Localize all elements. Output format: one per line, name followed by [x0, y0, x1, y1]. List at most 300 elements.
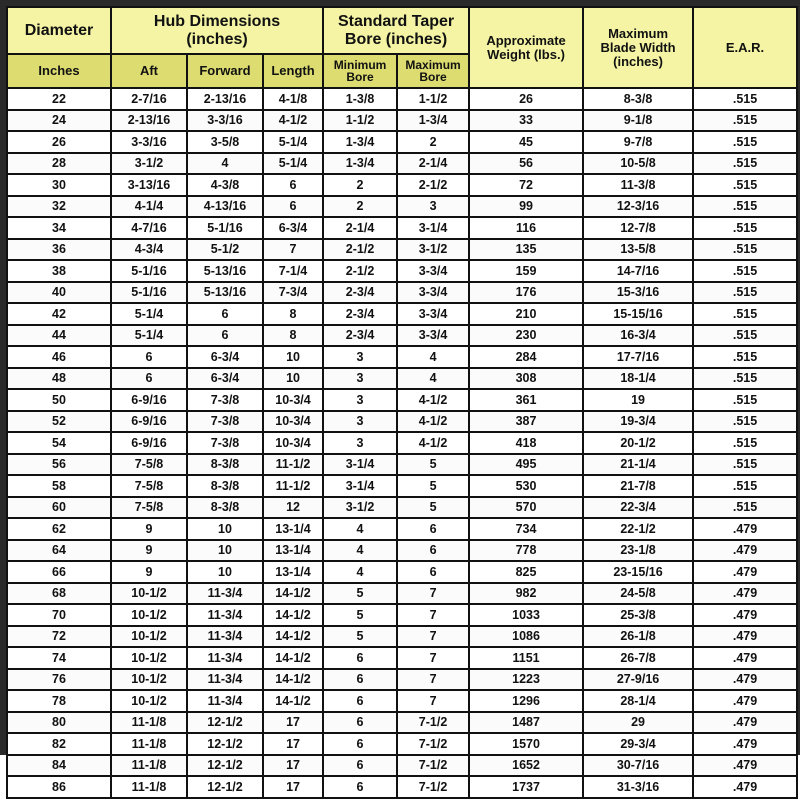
cell-aft: 7-5/8: [111, 497, 187, 519]
cell-maximum-blade-width: 12-3/16: [583, 196, 693, 218]
cell-ear: .515: [693, 411, 797, 433]
cell-maximum-bore: 5: [397, 454, 469, 476]
cell-maximum-blade-width: 31-3/16: [583, 776, 693, 798]
cell-forward: 2-13/16: [187, 88, 263, 110]
cell-forward: 6-3/4: [187, 346, 263, 368]
cell-minimum-bore: 2-3/4: [323, 325, 397, 347]
table-row: [7, 196, 797, 218]
cell-minimum-bore: 2-1/2: [323, 260, 397, 282]
cell-maximum-bore: 3-1/4: [397, 217, 469, 239]
cell-aft: 2-7/16: [111, 88, 187, 110]
cell-aft: 2-13/16: [111, 110, 187, 132]
table-row: [7, 712, 797, 734]
cell-minimum-bore: 6: [323, 669, 397, 691]
cell-approximate-weight: 72: [469, 174, 583, 196]
table-row: [7, 303, 797, 325]
cell-minimum-bore: 6: [323, 776, 397, 798]
cell-maximum-bore: 3-3/4: [397, 303, 469, 325]
cell-ear: .515: [693, 282, 797, 304]
cell-diameter: 78: [7, 690, 111, 712]
cell-aft: 6-9/16: [111, 432, 187, 454]
cell-length: 4-1/8: [263, 88, 323, 110]
cell-maximum-blade-width: 24-5/8: [583, 583, 693, 605]
cell-minimum-bore: 3-1/4: [323, 454, 397, 476]
cell-maximum-blade-width: 29: [583, 712, 693, 734]
cell-diameter: 34: [7, 217, 111, 239]
cell-diameter: 66: [7, 561, 111, 583]
cell-approximate-weight: 308: [469, 368, 583, 390]
cell-approximate-weight: 99: [469, 196, 583, 218]
cell-length: 11-1/2: [263, 475, 323, 497]
cell-ear: .479: [693, 583, 797, 605]
cell-maximum-blade-width: 21-7/8: [583, 475, 693, 497]
cell-minimum-bore: 2-1/4: [323, 217, 397, 239]
cell-diameter: 82: [7, 733, 111, 755]
cell-ear: .479: [693, 647, 797, 669]
cell-forward: 4: [187, 153, 263, 175]
cell-length: 11-1/2: [263, 454, 323, 476]
cell-maximum-bore: 7-1/2: [397, 712, 469, 734]
cell-forward: 6: [187, 325, 263, 347]
cell-maximum-bore: 2-1/2: [397, 174, 469, 196]
cell-length: 10-3/4: [263, 432, 323, 454]
cell-maximum-blade-width: 11-3/8: [583, 174, 693, 196]
cell-diameter: 30: [7, 174, 111, 196]
cell-maximum-blade-width: 9-7/8: [583, 131, 693, 153]
cell-minimum-bore: 5: [323, 626, 397, 648]
cell-minimum-bore: 3-1/2: [323, 497, 397, 519]
cell-forward: 8-3/8: [187, 497, 263, 519]
cell-length: 7-1/4: [263, 260, 323, 282]
cell-forward: 6-3/4: [187, 368, 263, 390]
cell-aft: 9: [111, 561, 187, 583]
cell-diameter: 38: [7, 260, 111, 282]
table-row: [7, 669, 797, 691]
cell-forward: 11-3/4: [187, 604, 263, 626]
cell-aft: 11-1/8: [111, 755, 187, 777]
cell-forward: 5-1/16: [187, 217, 263, 239]
cell-diameter: 70: [7, 604, 111, 626]
cell-ear: .515: [693, 475, 797, 497]
cell-forward: 11-3/4: [187, 583, 263, 605]
cell-diameter: 84: [7, 755, 111, 777]
cell-diameter: 36: [7, 239, 111, 261]
table-body: [7, 88, 797, 798]
table-row: [7, 174, 797, 196]
cell-diameter: 24: [7, 110, 111, 132]
cell-minimum-bore: 2-3/4: [323, 282, 397, 304]
cell-maximum-bore: 2-1/4: [397, 153, 469, 175]
cell-aft: 10-1/2: [111, 690, 187, 712]
cell-maximum-blade-width: 8-3/8: [583, 88, 693, 110]
cell-aft: 6-9/16: [111, 389, 187, 411]
cell-ear: .479: [693, 690, 797, 712]
table-row: [7, 583, 797, 605]
cell-maximum-bore: 6: [397, 561, 469, 583]
cell-maximum-blade-width: 14-7/16: [583, 260, 693, 282]
cell-diameter: 40: [7, 282, 111, 304]
cell-minimum-bore: 3-1/4: [323, 475, 397, 497]
cell-forward: 7-3/8: [187, 389, 263, 411]
cell-length: 6: [263, 174, 323, 196]
cell-maximum-blade-width: 20-1/2: [583, 432, 693, 454]
cell-forward: 5-13/16: [187, 260, 263, 282]
cell-aft: 9: [111, 518, 187, 540]
cell-forward: 4-3/8: [187, 174, 263, 196]
cell-maximum-blade-width: 21-1/4: [583, 454, 693, 476]
cell-length: 7-3/4: [263, 282, 323, 304]
cell-maximum-bore: 4-1/2: [397, 432, 469, 454]
table-row: [7, 604, 797, 626]
cell-ear: .479: [693, 755, 797, 777]
cell-approximate-weight: 176: [469, 282, 583, 304]
cell-aft: 10-1/2: [111, 669, 187, 691]
cell-ear: .479: [693, 626, 797, 648]
cell-diameter: 32: [7, 196, 111, 218]
cell-approximate-weight: 1086: [469, 626, 583, 648]
cell-minimum-bore: 4: [323, 518, 397, 540]
cell-forward: 12-1/2: [187, 776, 263, 798]
cell-maximum-bore: 7-1/2: [397, 776, 469, 798]
table-row: [7, 540, 797, 562]
header-inches: Inches: [7, 54, 111, 88]
header-length: Length: [263, 54, 323, 88]
cell-maximum-bore: 3-1/2: [397, 239, 469, 261]
cell-maximum-bore: 7-1/2: [397, 755, 469, 777]
cell-aft: 11-1/8: [111, 776, 187, 798]
cell-length: 13-1/4: [263, 518, 323, 540]
cell-maximum-bore: 4: [397, 368, 469, 390]
table-row: [7, 561, 797, 583]
cell-ear: .515: [693, 196, 797, 218]
cell-maximum-blade-width: 23-1/8: [583, 540, 693, 562]
cell-diameter: 48: [7, 368, 111, 390]
cell-forward: 3-3/16: [187, 110, 263, 132]
cell-maximum-blade-width: 26-7/8: [583, 647, 693, 669]
cell-minimum-bore: 2: [323, 196, 397, 218]
cell-forward: 11-3/4: [187, 669, 263, 691]
cell-aft: 5-1/4: [111, 303, 187, 325]
cell-ear: .479: [693, 561, 797, 583]
header-minimum-bore: Minimum Bore: [323, 54, 397, 88]
cell-approximate-weight: 1033: [469, 604, 583, 626]
cell-minimum-bore: 4: [323, 561, 397, 583]
cell-approximate-weight: 1570: [469, 733, 583, 755]
cell-ear: .515: [693, 432, 797, 454]
cell-length: 14-1/2: [263, 583, 323, 605]
cell-ear: .479: [693, 669, 797, 691]
cell-forward: 6: [187, 303, 263, 325]
table-row: [7, 626, 797, 648]
cell-maximum-bore: 7: [397, 647, 469, 669]
cell-approximate-weight: 361: [469, 389, 583, 411]
cell-approximate-weight: 45: [469, 131, 583, 153]
cell-approximate-weight: 1296: [469, 690, 583, 712]
cell-approximate-weight: 210: [469, 303, 583, 325]
cell-minimum-bore: 3: [323, 411, 397, 433]
cell-ear: .515: [693, 131, 797, 153]
cell-forward: 7-3/8: [187, 411, 263, 433]
cell-diameter: 68: [7, 583, 111, 605]
cell-length: 10-3/4: [263, 389, 323, 411]
cell-maximum-blade-width: 15-15/16: [583, 303, 693, 325]
table-row: [7, 260, 797, 282]
cell-minimum-bore: 1-3/4: [323, 131, 397, 153]
cell-diameter: 46: [7, 346, 111, 368]
cell-diameter: 64: [7, 540, 111, 562]
cell-maximum-blade-width: 19-3/4: [583, 411, 693, 433]
header-diameter: Diameter: [7, 7, 111, 54]
table-row: [7, 368, 797, 390]
cell-maximum-bore: 7: [397, 626, 469, 648]
cell-minimum-bore: 4: [323, 540, 397, 562]
cell-ear: .515: [693, 325, 797, 347]
cell-diameter: 22: [7, 88, 111, 110]
header-hub-dimensions: Hub Dimensions (inches): [111, 7, 323, 54]
cell-length: 17: [263, 755, 323, 777]
cell-maximum-blade-width: 15-3/16: [583, 282, 693, 304]
header-standard-taper-bore: Standard Taper Bore (inches): [323, 7, 469, 54]
cell-length: 13-1/4: [263, 561, 323, 583]
cell-diameter: 76: [7, 669, 111, 691]
cell-aft: 11-1/8: [111, 733, 187, 755]
cell-minimum-bore: 6: [323, 712, 397, 734]
cell-forward: 3-5/8: [187, 131, 263, 153]
cell-forward: 12-1/2: [187, 733, 263, 755]
cell-minimum-bore: 3: [323, 432, 397, 454]
table-row: [7, 239, 797, 261]
cell-length: 8: [263, 325, 323, 347]
table-row: [7, 454, 797, 476]
cell-maximum-bore: 7: [397, 690, 469, 712]
cell-maximum-bore: 5: [397, 497, 469, 519]
cell-maximum-blade-width: 18-1/4: [583, 368, 693, 390]
cell-minimum-bore: 2: [323, 174, 397, 196]
cell-maximum-blade-width: 12-7/8: [583, 217, 693, 239]
cell-maximum-bore: 7: [397, 583, 469, 605]
cell-minimum-bore: 2-3/4: [323, 303, 397, 325]
cell-length: 13-1/4: [263, 540, 323, 562]
cell-aft: 5-1/16: [111, 282, 187, 304]
cell-length: 14-1/2: [263, 690, 323, 712]
cell-diameter: 60: [7, 497, 111, 519]
cell-maximum-blade-width: 17-7/16: [583, 346, 693, 368]
cell-approximate-weight: 825: [469, 561, 583, 583]
cell-approximate-weight: 116: [469, 217, 583, 239]
header-aft: Aft: [111, 54, 187, 88]
cell-aft: 6: [111, 346, 187, 368]
cell-diameter: 42: [7, 303, 111, 325]
cell-length: 14-1/2: [263, 604, 323, 626]
cell-approximate-weight: 495: [469, 454, 583, 476]
header-ear: E.A.R.: [693, 7, 797, 88]
cell-forward: 11-3/4: [187, 647, 263, 669]
cell-minimum-bore: 3: [323, 346, 397, 368]
cell-minimum-bore: 6: [323, 647, 397, 669]
cell-approximate-weight: 33: [469, 110, 583, 132]
cell-minimum-bore: 3: [323, 389, 397, 411]
cell-length: 5-1/4: [263, 153, 323, 175]
cell-aft: 3-1/2: [111, 153, 187, 175]
cell-maximum-bore: 7: [397, 669, 469, 691]
cell-diameter: 80: [7, 712, 111, 734]
cell-ear: .479: [693, 712, 797, 734]
cell-maximum-blade-width: 22-1/2: [583, 518, 693, 540]
cell-diameter: 74: [7, 647, 111, 669]
cell-length: 12: [263, 497, 323, 519]
cell-diameter: 58: [7, 475, 111, 497]
cell-aft: 3-3/16: [111, 131, 187, 153]
cell-forward: 11-3/4: [187, 690, 263, 712]
cell-ear: .479: [693, 733, 797, 755]
table-row: [7, 131, 797, 153]
cell-approximate-weight: 1223: [469, 669, 583, 691]
cell-maximum-bore: 1-3/4: [397, 110, 469, 132]
cell-maximum-blade-width: 16-3/4: [583, 325, 693, 347]
cell-approximate-weight: 530: [469, 475, 583, 497]
table-row: [7, 217, 797, 239]
cell-approximate-weight: 982: [469, 583, 583, 605]
cell-ear: .515: [693, 497, 797, 519]
cell-maximum-bore: 6: [397, 540, 469, 562]
table-row: [7, 475, 797, 497]
cell-minimum-bore: 1-3/4: [323, 153, 397, 175]
cell-ear: .479: [693, 604, 797, 626]
cell-forward: 12-1/2: [187, 712, 263, 734]
cell-forward: 8-3/8: [187, 475, 263, 497]
cell-maximum-blade-width: 23-15/16: [583, 561, 693, 583]
cell-maximum-blade-width: 30-7/16: [583, 755, 693, 777]
cell-approximate-weight: 734: [469, 518, 583, 540]
cell-diameter: 44: [7, 325, 111, 347]
cell-minimum-bore: 1-3/8: [323, 88, 397, 110]
cell-length: 17: [263, 776, 323, 798]
cell-ear: .515: [693, 217, 797, 239]
cell-length: 14-1/2: [263, 669, 323, 691]
cell-aft: 10-1/2: [111, 647, 187, 669]
cell-forward: 7-3/8: [187, 432, 263, 454]
cell-length: 7: [263, 239, 323, 261]
cell-length: 6: [263, 196, 323, 218]
table-row: [7, 733, 797, 755]
cell-length: 4-1/2: [263, 110, 323, 132]
cell-minimum-bore: 6: [323, 733, 397, 755]
table-row: [7, 110, 797, 132]
cell-maximum-bore: 4-1/2: [397, 389, 469, 411]
cell-maximum-blade-width: 27-9/16: [583, 669, 693, 691]
cell-maximum-blade-width: 28-1/4: [583, 690, 693, 712]
cell-forward: 10: [187, 561, 263, 583]
cell-length: 6-3/4: [263, 217, 323, 239]
cell-aft: 5-1/16: [111, 260, 187, 282]
table-row: [7, 153, 797, 175]
cell-diameter: 56: [7, 454, 111, 476]
cell-ear: .515: [693, 454, 797, 476]
table-row: [7, 88, 797, 110]
cell-diameter: 72: [7, 626, 111, 648]
cell-ear: .515: [693, 260, 797, 282]
cell-aft: 10-1/2: [111, 626, 187, 648]
cell-aft: 5-1/4: [111, 325, 187, 347]
cell-aft: 4-1/4: [111, 196, 187, 218]
cell-length: 10: [263, 368, 323, 390]
cell-maximum-blade-width: 10-5/8: [583, 153, 693, 175]
cell-approximate-weight: 135: [469, 239, 583, 261]
cell-length: 17: [263, 712, 323, 734]
cell-ear: .515: [693, 368, 797, 390]
cell-approximate-weight: 778: [469, 540, 583, 562]
cell-approximate-weight: 418: [469, 432, 583, 454]
cell-minimum-bore: 3: [323, 368, 397, 390]
cell-maximum-bore: 5: [397, 475, 469, 497]
cell-length: 14-1/2: [263, 647, 323, 669]
cell-ear: .515: [693, 303, 797, 325]
cell-forward: 5-1/2: [187, 239, 263, 261]
cell-ear: .515: [693, 346, 797, 368]
cell-length: 5-1/4: [263, 131, 323, 153]
table-row: [7, 518, 797, 540]
cell-ear: .515: [693, 239, 797, 261]
table-row: [7, 776, 797, 798]
cell-maximum-bore: 4: [397, 346, 469, 368]
cell-ear: .479: [693, 518, 797, 540]
cell-length: 17: [263, 733, 323, 755]
cell-aft: 6: [111, 368, 187, 390]
cell-maximum-blade-width: 9-1/8: [583, 110, 693, 132]
cell-forward: 8-3/8: [187, 454, 263, 476]
cell-aft: 3-13/16: [111, 174, 187, 196]
cell-maximum-bore: 3-3/4: [397, 325, 469, 347]
header-forward: Forward: [187, 54, 263, 88]
cell-ear: .515: [693, 153, 797, 175]
cell-maximum-blade-width: 13-5/8: [583, 239, 693, 261]
cell-ear: .479: [693, 776, 797, 798]
propeller-hub-dimensions-table: [6, 6, 798, 799]
cell-approximate-weight: 26: [469, 88, 583, 110]
cell-aft: 6-9/16: [111, 411, 187, 433]
header-maximum-blade-width: Maximum Blade Width (inches): [583, 7, 693, 88]
cell-aft: 4-3/4: [111, 239, 187, 261]
cell-maximum-blade-width: 29-3/4: [583, 733, 693, 755]
cell-approximate-weight: 1652: [469, 755, 583, 777]
cell-forward: 11-3/4: [187, 626, 263, 648]
header-maximum-bore: Maximum Bore: [397, 54, 469, 88]
cell-minimum-bore: 5: [323, 583, 397, 605]
cell-maximum-bore: 6: [397, 518, 469, 540]
cell-minimum-bore: 6: [323, 690, 397, 712]
cell-aft: 11-1/8: [111, 712, 187, 734]
cell-length: 14-1/2: [263, 626, 323, 648]
cell-forward: 4-13/16: [187, 196, 263, 218]
cell-maximum-bore: 3-3/4: [397, 282, 469, 304]
cell-length: 8: [263, 303, 323, 325]
cell-diameter: 86: [7, 776, 111, 798]
table-row: [7, 432, 797, 454]
cell-forward: 10: [187, 540, 263, 562]
cell-length: 10: [263, 346, 323, 368]
cell-aft: 10-1/2: [111, 604, 187, 626]
cell-diameter: 54: [7, 432, 111, 454]
cell-maximum-bore: 1-1/2: [397, 88, 469, 110]
cell-approximate-weight: 56: [469, 153, 583, 175]
cell-maximum-blade-width: 25-3/8: [583, 604, 693, 626]
cell-diameter: 62: [7, 518, 111, 540]
cell-maximum-blade-width: 22-3/4: [583, 497, 693, 519]
cell-approximate-weight: 284: [469, 346, 583, 368]
cell-maximum-bore: 3: [397, 196, 469, 218]
table-row: [7, 755, 797, 777]
table-row: [7, 690, 797, 712]
